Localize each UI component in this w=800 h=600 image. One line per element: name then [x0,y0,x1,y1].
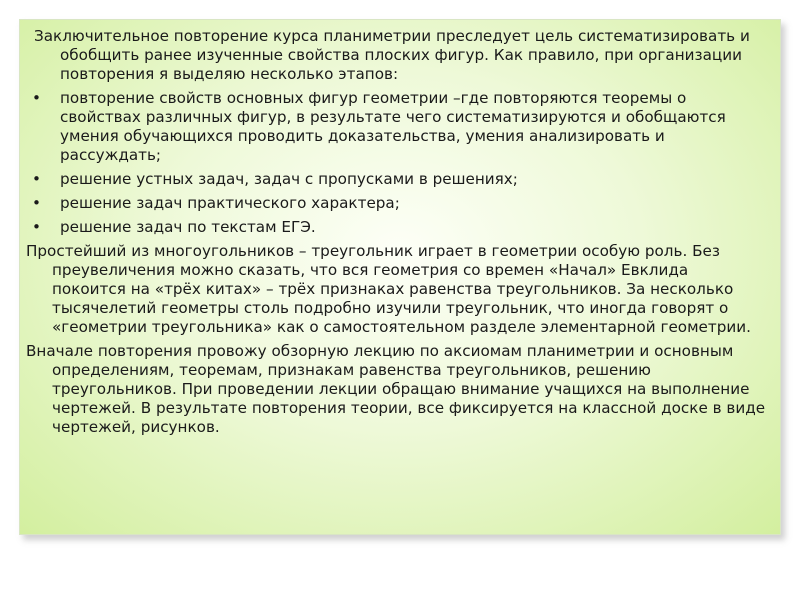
list-item [26,194,766,213]
list-item [26,218,766,237]
lecture-paragraph: Вначале повторения провожу обзорную лекцию по аксиомам планиметрии и основным определениям, теоремам, признакам равенства треугольников, решению треугольников. При проведении лекции обращаю внимание учащихся на выполнение чертежей. В результате повторения теории, все фиксируется на классной доске в виде чертежей, рисунков. [26,342,766,436]
bullet-icon: • [32,170,41,188]
bullet-icon: • [32,89,41,107]
list-item [26,170,766,189]
slide-text-box [19,19,781,535]
list-item-text: решение устных задач, задач с пропусками в решениях; [60,170,518,188]
list-item-text: решение задач по текстам ЕГЭ. [60,218,316,236]
intro-paragraph: Заключительное повторение курса планиметрии преследует цель систематизировать и обобщить ранее изученные свойства плоских фигур. Как правило, при организации повторения я выделяю несколько этапов: [34,27,750,83]
bullet-icon: • [32,218,41,236]
list-item-text: решение задач практического характера; [60,194,400,212]
list-item-text: повторение свойств основных фигур геометрии –где повторяются теоремы о свойствах различных фигур, в результате чего систематизируются и обобщаются умения обучающихся проводить доказательства, умения анализировать и рассуждать; [60,89,726,164]
triangle-paragraph: Простейший из многоугольников – треугольник играет в геометрии особую роль. Без преувеличения можно сказать, что вся геометрия со времен «Начал» Евклида покоится на «трёх китах» – трёх признаках равенства треугольников. За несколько тысячелетий геометры столь подробно изучили треугольник, что иногда говорят о «геометрии треугольника» как о самостоятельном разделе элементарной геометрии. [26,242,751,336]
bullet-icon: • [32,194,41,212]
list-item [26,89,766,165]
stages-list [26,89,766,237]
